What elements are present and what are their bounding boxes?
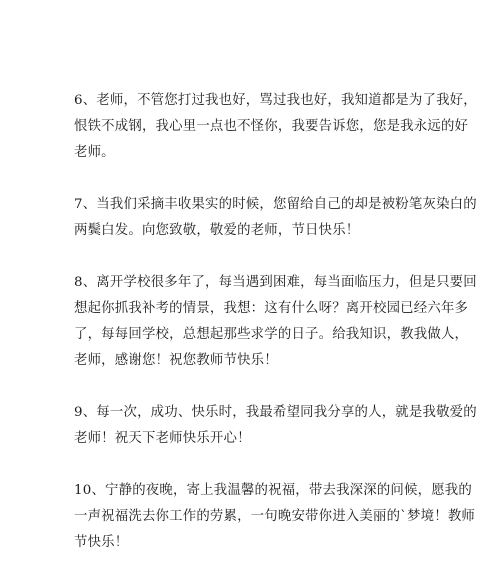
paragraph-line: 两鬓白发。向您致敬，敬爱的老师，节日快乐！ [74,223,360,238]
paragraph-line: 想起你抓我补考的情景，我想：这有什么呀？离开校园已经六年多 [74,301,469,316]
paragraph-7 [74,192,477,244]
paragraph-line: 恨铁不成钢，我心里一点也不怪你，我要告诉您，您是我永远的好 [74,119,469,134]
paragraph-line: 了，每每回学校，总想起那些求学的日子。给我知识，教我做人， [74,327,469,342]
paragraph-line: 6、老师，不管您打过我也好，骂过我也好，我知道都是为了我好， [74,93,477,108]
paragraph-10 [74,478,476,556]
paragraph-line: 8、离开学校很多年了，每当遇到困难，每当面临压力，但是只要回 [74,275,477,290]
paragraph-line: 10、宁静的夜晚，寄上我温馨的祝福，带去我深深的问候，愿我的 [74,483,472,498]
paragraph-6 [74,88,477,166]
paragraph-line: 9、每一次，成功、快乐时，我最希望同我分享的人，就是我敬爱的 [74,405,477,420]
paragraph-9 [74,400,477,452]
paragraph-line: 一声祝福洗去你工作的劳累，一句晚安带你进入美丽的`梦境！教师 [74,509,476,524]
paragraph-line: 老师！祝天下老师快乐开心！ [74,431,251,446]
paragraph-line: 老师，感谢您！祝您教师节快乐！ [74,353,278,368]
paragraph-line: 7、当我们采摘丰收果实的时候，您留给自己的却是被粉笔灰染白的 [74,197,477,212]
paragraph-line: 老师。 [74,145,115,160]
paragraph-line: 节快乐！ [74,535,129,550]
paragraph-8 [74,270,477,374]
